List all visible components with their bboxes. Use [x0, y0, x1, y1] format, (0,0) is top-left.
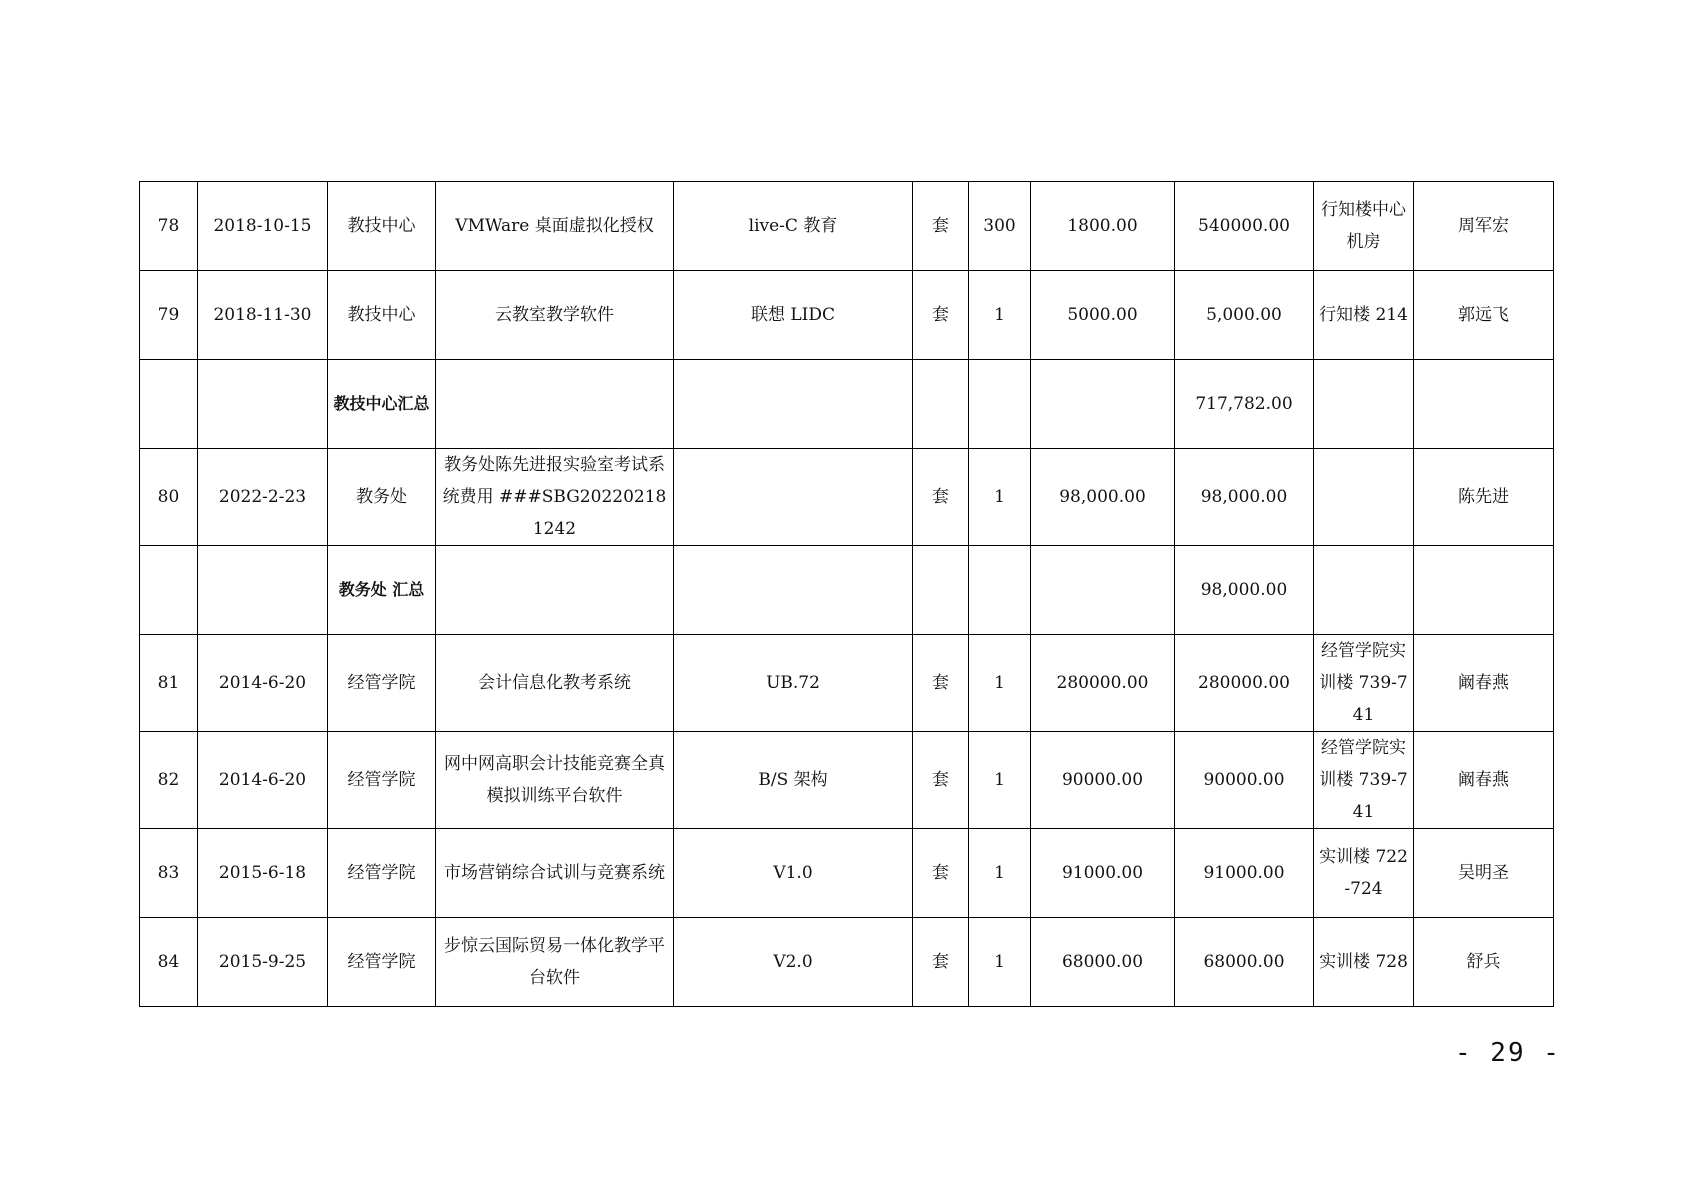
cell-location: 实训楼 728 — [1314, 918, 1414, 1007]
cell-date: 2015-6-18 — [198, 829, 328, 918]
cell-no: 83 — [140, 829, 198, 918]
cell-unit-price: 98,000.00 — [1031, 449, 1175, 546]
cell-unit-price — [1031, 360, 1175, 449]
page-number: - 29 - — [1455, 1038, 1561, 1068]
cell-amount: 98,000.00 — [1175, 449, 1314, 546]
cell-amount: 91000.00 — [1175, 829, 1314, 918]
cell-location: 经管学院实训楼 739-741 — [1314, 732, 1414, 829]
cell-asset-name: 步惊云国际贸易一体化教学平台软件 — [436, 918, 674, 1007]
table-row — [140, 182, 1554, 271]
cell-location — [1314, 449, 1414, 546]
cell-location — [1314, 360, 1414, 449]
cell-quantity: 1 — [969, 635, 1031, 732]
cell-department: 教技中心汇总 — [328, 360, 436, 449]
cell-quantity — [969, 360, 1031, 449]
cell-unit-price: 90000.00 — [1031, 732, 1175, 829]
cell-amount: 717,782.00 — [1175, 360, 1314, 449]
cell-department: 教技中心 — [328, 271, 436, 360]
cell-unit-price: 5000.00 — [1031, 271, 1175, 360]
table-row — [140, 635, 1554, 732]
cell-unit: 套 — [913, 271, 969, 360]
cell-keeper — [1414, 546, 1554, 635]
cell-model: UB.72 — [674, 635, 913, 732]
cell-unit: 套 — [913, 182, 969, 271]
cell-asset-name: 云教室教学软件 — [436, 271, 674, 360]
cell-no — [140, 546, 198, 635]
cell-unit-price: 91000.00 — [1031, 829, 1175, 918]
cell-keeper: 郭远飞 — [1414, 271, 1554, 360]
cell-keeper: 周军宏 — [1414, 182, 1554, 271]
cell-model: V2.0 — [674, 918, 913, 1007]
cell-location: 实训楼 722-724 — [1314, 829, 1414, 918]
cell-quantity: 1 — [969, 829, 1031, 918]
cell-asset-name: 教务处陈先进报实验室考试系统费用 ###SBG202202181242 — [436, 449, 674, 546]
cell-amount: 540000.00 — [1175, 182, 1314, 271]
cell-model: 联想 LIDC — [674, 271, 913, 360]
cell-date — [198, 360, 328, 449]
cell-unit: 套 — [913, 829, 969, 918]
cell-department: 经管学院 — [328, 829, 436, 918]
cell-amount: 98,000.00 — [1175, 546, 1314, 635]
cell-no: 84 — [140, 918, 198, 1007]
cell-model — [674, 546, 913, 635]
cell-no: 82 — [140, 732, 198, 829]
cell-keeper: 阚春燕 — [1414, 732, 1554, 829]
cell-unit: 套 — [913, 918, 969, 1007]
cell-date: 2018-10-15 — [198, 182, 328, 271]
table-row — [140, 732, 1554, 829]
cell-department: 经管学院 — [328, 635, 436, 732]
cell-quantity — [969, 546, 1031, 635]
cell-no — [140, 360, 198, 449]
cell-quantity: 1 — [969, 918, 1031, 1007]
cell-quantity: 300 — [969, 182, 1031, 271]
cell-unit-price: 1800.00 — [1031, 182, 1175, 271]
cell-amount: 280000.00 — [1175, 635, 1314, 732]
cell-model: V1.0 — [674, 829, 913, 918]
cell-department: 教务处 — [328, 449, 436, 546]
cell-model: live-C 教育 — [674, 182, 913, 271]
cell-asset-name: 市场营销综合试训与竞赛系统 — [436, 829, 674, 918]
summary-row — [140, 546, 1554, 635]
cell-keeper — [1414, 360, 1554, 449]
cell-no: 78 — [140, 182, 198, 271]
table-row — [140, 829, 1554, 918]
cell-amount: 5,000.00 — [1175, 271, 1314, 360]
cell-asset-name: 会计信息化教考系统 — [436, 635, 674, 732]
cell-keeper: 阚春燕 — [1414, 635, 1554, 732]
cell-date: 2018-11-30 — [198, 271, 328, 360]
cell-unit-price — [1031, 546, 1175, 635]
table-body — [140, 182, 1554, 1007]
cell-no: 80 — [140, 449, 198, 546]
cell-department: 教技中心 — [328, 182, 436, 271]
cell-date: 2015-9-25 — [198, 918, 328, 1007]
cell-location: 行知楼中心机房 — [1314, 182, 1414, 271]
cell-date: 2014-6-20 — [198, 732, 328, 829]
cell-no: 81 — [140, 635, 198, 732]
cell-location — [1314, 546, 1414, 635]
cell-amount: 68000.00 — [1175, 918, 1314, 1007]
cell-date: 2014-6-20 — [198, 635, 328, 732]
cell-keeper: 舒兵 — [1414, 918, 1554, 1007]
cell-location: 行知楼 214 — [1314, 271, 1414, 360]
cell-unit: 套 — [913, 732, 969, 829]
cell-asset-name — [436, 546, 674, 635]
cell-unit-price: 280000.00 — [1031, 635, 1175, 732]
cell-unit-price: 68000.00 — [1031, 918, 1175, 1007]
summary-row — [140, 360, 1554, 449]
table-row — [140, 918, 1554, 1007]
cell-keeper: 吴明圣 — [1414, 829, 1554, 918]
cell-quantity: 1 — [969, 732, 1031, 829]
cell-unit — [913, 546, 969, 635]
cell-no: 79 — [140, 271, 198, 360]
cell-amount: 90000.00 — [1175, 732, 1314, 829]
cell-asset-name: 网中网高职会计技能竞赛全真模拟训练平台软件 — [436, 732, 674, 829]
cell-quantity: 1 — [969, 271, 1031, 360]
cell-unit: 套 — [913, 635, 969, 732]
cell-unit: 套 — [913, 449, 969, 546]
cell-keeper: 陈先进 — [1414, 449, 1554, 546]
cell-model: B/S 架构 — [674, 732, 913, 829]
cell-department: 经管学院 — [328, 732, 436, 829]
asset-table — [139, 181, 1554, 1007]
cell-asset-name: VMWare 桌面虚拟化授权 — [436, 182, 674, 271]
cell-asset-name — [436, 360, 674, 449]
cell-department: 教务处 汇总 — [328, 546, 436, 635]
table-row — [140, 449, 1554, 546]
table-row — [140, 271, 1554, 360]
cell-unit — [913, 360, 969, 449]
cell-model — [674, 449, 913, 546]
cell-model — [674, 360, 913, 449]
cell-date — [198, 546, 328, 635]
cell-quantity: 1 — [969, 449, 1031, 546]
cell-location: 经管学院实训楼 739-741 — [1314, 635, 1414, 732]
cell-date: 2022-2-23 — [198, 449, 328, 546]
cell-department: 经管学院 — [328, 918, 436, 1007]
